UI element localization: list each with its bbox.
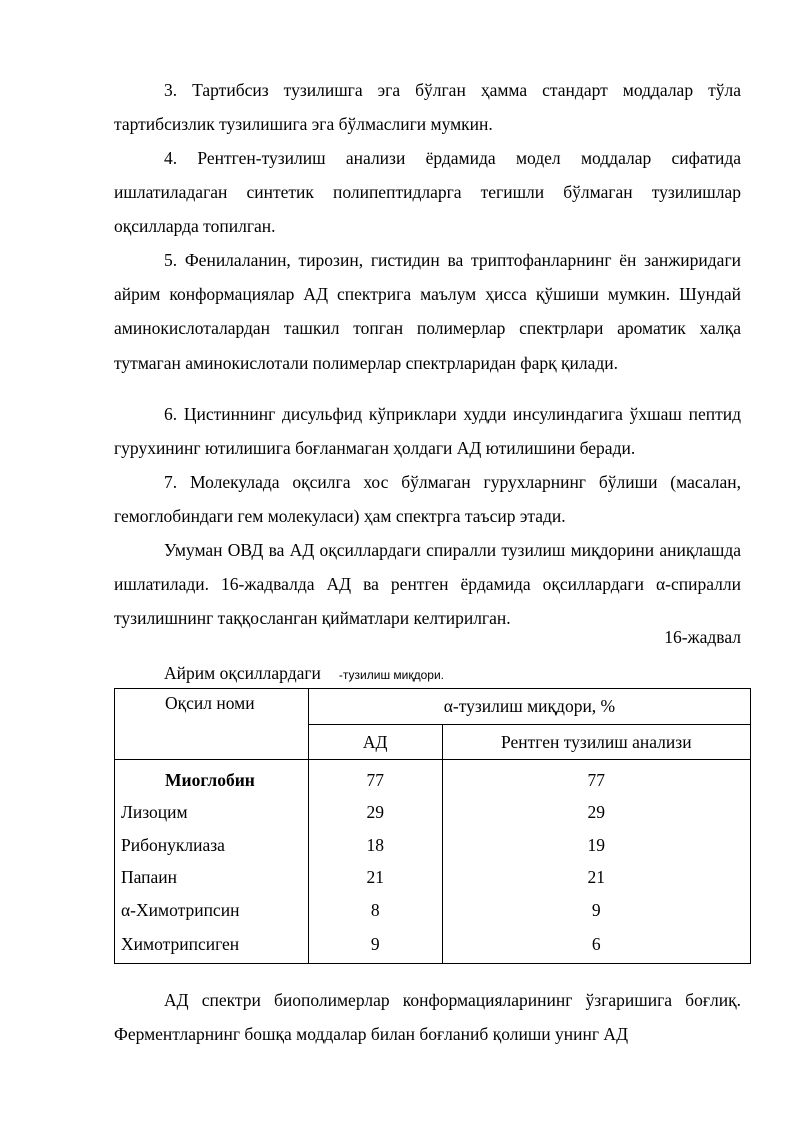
value-ad: 8 [308, 894, 442, 927]
value-xray: 21 [442, 862, 750, 895]
value-xray: 19 [442, 829, 750, 862]
header-protein-name: Оқсил номи [115, 689, 309, 760]
paragraph-final: АД спектри биополимерлар конформацияларининг ўзгаришига боғлиқ. Ферментларнинг бошқа моддалар билан боғланиб қолиши унинг АД [114, 990, 741, 1045]
value-xray: 6 [442, 927, 750, 964]
header-ad: АД [308, 725, 442, 760]
table-row [115, 862, 751, 895]
table-row [115, 797, 751, 830]
value-ad: 9 [308, 927, 442, 964]
protein-name: α-Химотрипсин [115, 894, 309, 927]
table-caption-main: Айрим оқсиллардаги [164, 663, 321, 683]
table-row [115, 894, 751, 927]
protein-name: Лизоцим [115, 797, 309, 830]
value-ad: 29 [308, 797, 442, 830]
value-ad: 21 [308, 862, 442, 895]
table-label: 16-жадвал [664, 627, 741, 647]
table-row [115, 760, 751, 797]
paragraph-summary: Умуман ОВД ва АД оқсиллардаги спиралли тузилиш миқдорини аниқлашда ишлатилади. 16-жадвалда АД ва рентген ёрдамида оқсиллардаги α-спиралли тузилишнинг таққосланган қийматлари келтирилган. [114, 540, 741, 629]
paragraph-7: 7. Молекулада оқсилга хос бўлмаган гурухларнинг бўлиши (масалан, гемоглобиндаги гем молекуласи) ҳам спектрга таъсир этади. [114, 472, 741, 527]
paragraph-4: 4. Рентген-тузилиш анализи ёрдамида модел моддалар сифатида ишлатиладаган синтетик полипептидларга тегишли бўлмаган тузилишлар оқсилларда топилган. [114, 148, 741, 237]
protein-name: Папаин [115, 862, 309, 895]
table-row [115, 829, 751, 862]
paragraph-5: 5. Фенилаланин, тирозин, гистидин ва триптофанларнинг ён занжиридаги айрим конформациялар АД спектрига маълум ҳисса қўшиши мумкин. Шундай аминокислоталардан ташкил топган полимерлар спектрлари ароматик халқа тутмаган аминокислотали полимерлар спектрларидан фарқ қилади. [114, 250, 741, 373]
value-ad: 18 [308, 829, 442, 862]
value-xray: 9 [442, 894, 750, 927]
table-caption-small: -тузилиш миқдори. [338, 668, 445, 682]
paragraph-6: 6. Цистиннинг дисульфид кўприклари худди инсулиндагига ўхшаш пептид гурухининг ютилишига боғланмаган ҳолдаги АД ютилишини беради. [114, 404, 741, 459]
value-ad: 77 [308, 760, 442, 797]
table-caption [164, 661, 444, 687]
header-xray: Рентген тузилиш анализи [442, 725, 750, 760]
protein-name: Химотрипсиген [115, 927, 309, 964]
paragraph-3: 3. Тартибсиз тузилишга эга бўлган ҳамма стандарт моддалар тўла тартибсизлик тузилишига эга бўлмаслиги мумкин. [114, 80, 741, 135]
protein-name: Рибонуклиаза [115, 829, 309, 862]
value-xray: 29 [442, 797, 750, 830]
header-alpha-structure: α-тузилиш миқдори, % [308, 689, 750, 725]
protein-name: Миоглобин [115, 760, 309, 797]
value-xray: 77 [442, 760, 750, 797]
table-row [115, 927, 751, 964]
alpha-structure-table [114, 688, 751, 964]
